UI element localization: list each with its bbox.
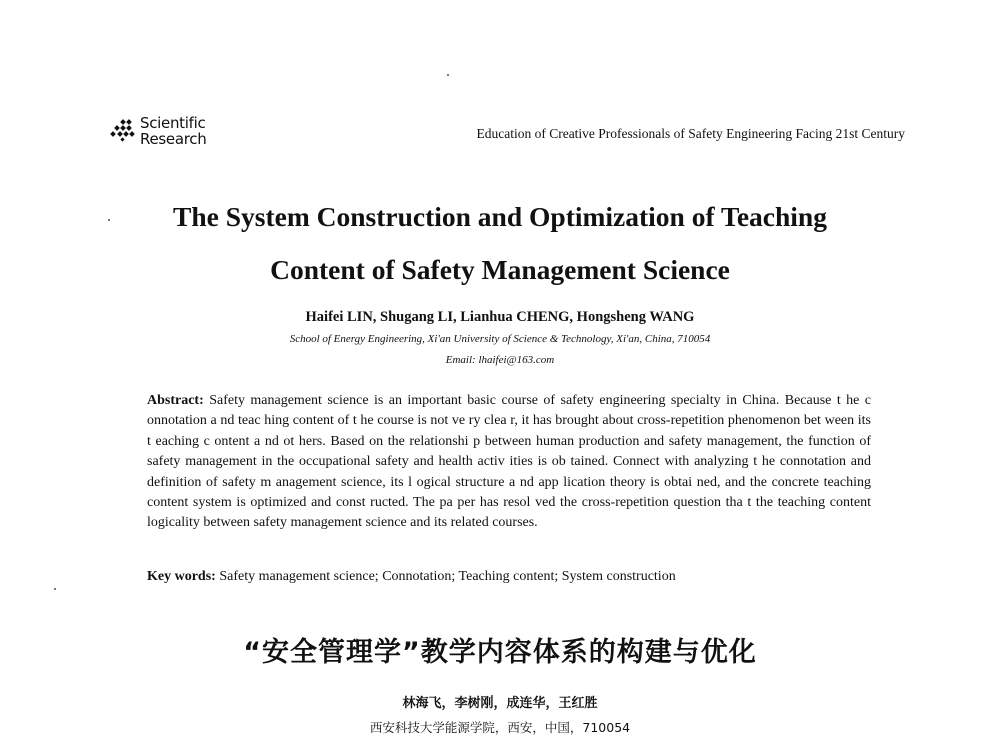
logo-line-1: Scientific (140, 114, 206, 132)
abstract-text: Safety management science is an important basic course of safety engineering specialty in China. Because t he c onnotation a nd teac hing content of t he course is not ve ry clea r, it has brought about cross-repetition phenomenon bet ween its t eaching c ontent a nd ot hers. Based on the relationshi p between human production and safety management, the function of safety management in the occupational safety and health activ ities is ob tained. Connect with analyzing t he connotation and definition of safety m anagement science, its l ogical structure a nd app lication theory is obtai ned, and the concrete teaching content system is optimized and const ructed. The pa per has resol ved the cross-repetition question tha t the teaching content logicality between safety management science and its related courses. (147, 393, 872, 531)
chinese-affiliation: 西安科技大学能源学院，西安，中国，710054 (369, 720, 631, 735)
chinese-authors: 林海飞，李树刚，成连华，王红胜 (402, 696, 598, 711)
abstract-label: Abstract: (147, 393, 204, 408)
author-email: Email: lhaifei@163.com (445, 354, 555, 366)
paper-title-line-2: Content of Safety Management Science (270, 254, 730, 285)
keywords-text: Safety management science; Connotation; Teaching content; System construction (219, 569, 676, 584)
keywords (147, 569, 871, 585)
paper-title-line-1: The System Construction and Optimization of Teaching (173, 201, 827, 232)
paper-title (100, 190, 900, 296)
abstract (147, 391, 871, 534)
scan-speck (108, 219, 110, 221)
diamond-cluster-icon (110, 119, 138, 143)
journal-header: Education of Creative Professionals of Safety Engineering Facing 21st Century (476, 126, 905, 141)
scan-speck (54, 588, 56, 590)
keywords-label: Key words: (147, 569, 216, 584)
scan-speck (447, 74, 449, 76)
author-affiliation: School of Energy Engineering, Xi'an University of Science & Technology, Xi'an, China, 710054 (289, 333, 711, 345)
author-list: Haifei LIN, Shugang LI, Lianhua CHENG, Hongsheng WANG (305, 309, 695, 325)
publisher-logo-text (140, 115, 206, 147)
publisher-logo (110, 115, 220, 155)
chinese-title: “安全管理学”教学内容体系的构建与优化 (243, 637, 757, 668)
logo-line-2: Research (140, 130, 207, 148)
